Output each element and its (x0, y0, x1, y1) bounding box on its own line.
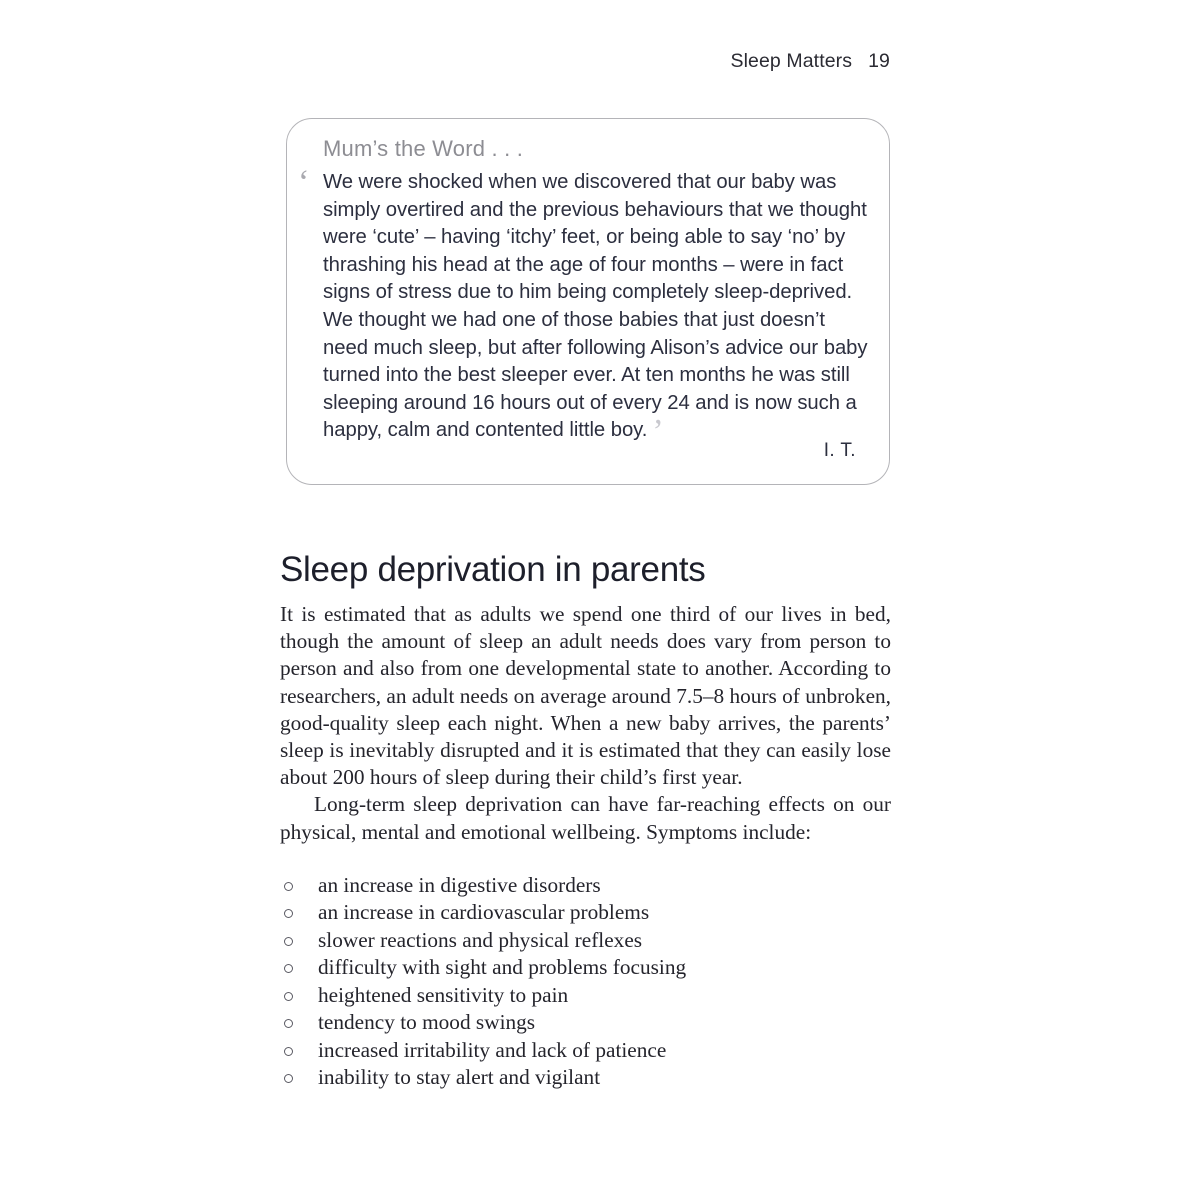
list-item (280, 899, 891, 926)
ring-bullet-icon (284, 1019, 293, 1028)
list-item-label: difficulty with sight and problems focusing (318, 955, 687, 980)
list-item (280, 1037, 891, 1064)
paragraph-2: Long-term sleep deprivation can have far-reaching effects on our physical, mental and emotional wellbeing. Symptoms include: (280, 792, 891, 844)
testimonial-heading: Mum’s the Word . . . (323, 136, 524, 161)
ring-bullet-icon (284, 937, 293, 946)
page-number: 19 (868, 50, 890, 72)
body-copy (280, 601, 891, 846)
list-item-label: an increase in digestive disorders (318, 873, 601, 897)
section-heading: Sleep deprivation in parents (280, 550, 706, 589)
ring-bullet-icon (284, 992, 293, 1001)
list-item (280, 872, 891, 899)
list-item (280, 954, 891, 981)
running-head-title: Sleep Matters (730, 50, 853, 72)
list-item-label: inability to stay alert and vigilant (318, 1065, 601, 1090)
list-item (280, 982, 891, 1009)
testimonial-text: We were shocked when we discovered that our baby was simply overtired and the previous behaviours that we thought were ‘cute’ – having ‘itchy’ feet, or being able to say ‘no’ by thrashing his head at the age of four months – were in fact signs of stress due to him being completely sleep-deprived. We thought we had one of those babies that just doesn’t need much sleep, but after following Alison’s advice our baby turned into the best sleeper ever. At ten months he was still sleeping around 16 hours out of every 24 and is now such a happy, calm and contented little boy. ’ (323, 171, 868, 451)
list-item-label: tendency to mood swings (318, 1010, 536, 1035)
list-item-label: increased irritability and lack of patience (318, 1037, 667, 1062)
list-item (280, 1009, 891, 1036)
ring-bullet-icon (284, 1074, 293, 1083)
running-head (280, 50, 890, 73)
list-item-label: slower reactions and physical reflexes (318, 927, 643, 952)
ring-bullet-icon (284, 909, 293, 918)
paragraph-1: It is estimated that as adults we spend one third of our lives in bed, though the amount of sleep an adult needs does vary from person to person and also from one developmental state to another. According to researchers, an adult needs on average around 7.5–8 hours of unbroken, good-quality sleep each night. When a new baby arrives, the parents’ sleep is inevitably disrupted and it is estimated that they can easily lose about 200 hours of sleep during their child’s first year. (280, 602, 891, 790)
testimonial-box (286, 118, 890, 485)
testimonial-attribution: I. T. (823, 440, 856, 461)
list-item-label: heightened sensitivity to pain (318, 982, 569, 1007)
ring-bullet-icon (284, 1047, 293, 1056)
list-item (280, 1064, 891, 1091)
ring-bullet-icon (284, 964, 293, 973)
ring-bullet-icon (284, 882, 293, 891)
list-item-label: an increase in cardiovascular problems (318, 900, 650, 925)
symptom-list (280, 872, 891, 1092)
testimonial-text-content: We were shocked when we discovered that our baby was simply overtired and the previous behaviours that we thought were ‘cute’ – having ‘itchy’ feet, or being able to say ‘no’ by thrashing his head at the age of four months – were in fact signs of stress due to him being completely sleep-deprived. We thought we had one of those babies that just doesn’t need much sleep, but after following Alison’s advice our baby turned into the best sleeper ever. At ten months he was still sleeping around 16 hours out of every 24 and is now such a happy, calm and contented little boy. (323, 171, 868, 442)
open-quote-icon: ‘ (298, 164, 310, 201)
list-item (280, 927, 891, 954)
